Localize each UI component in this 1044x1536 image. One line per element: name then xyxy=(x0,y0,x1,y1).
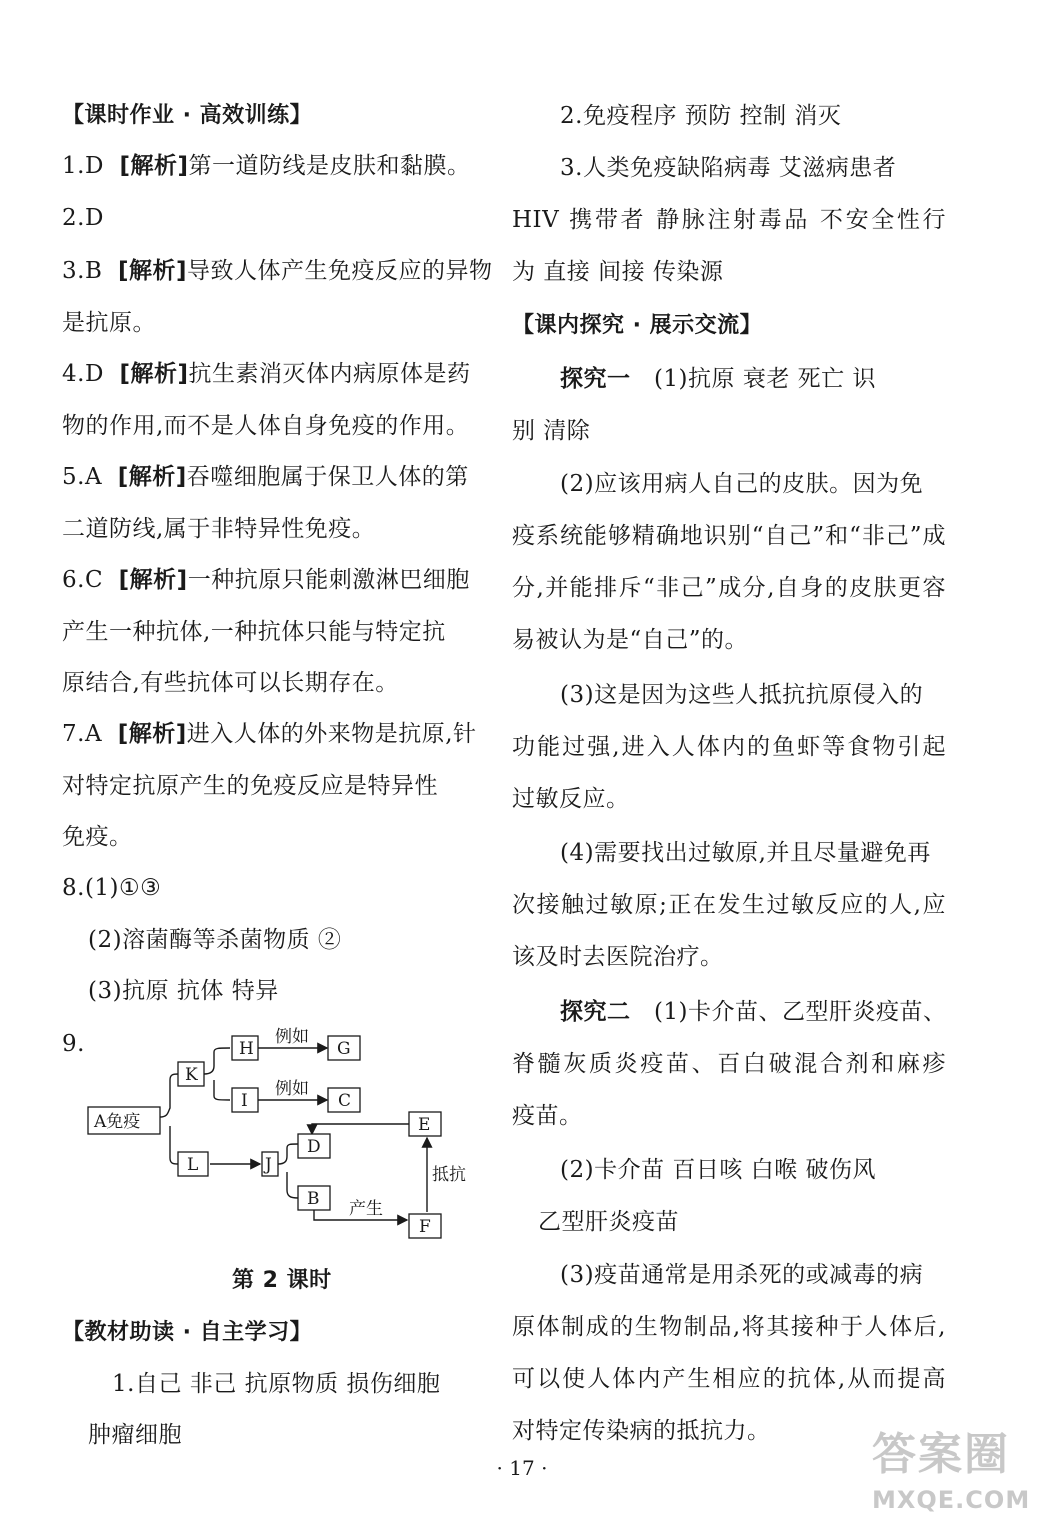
answer-5 xyxy=(62,462,469,492)
answer-num: 4.D xyxy=(62,361,104,387)
answer-6-line-3: 原结合,有些抗体可以长期存在。 xyxy=(62,670,399,696)
analysis-tag: [解析] xyxy=(117,258,188,284)
explore-1-item-3-line-2: 功能过强,进入人体内的鱼虾等食物引起 xyxy=(512,734,946,760)
answer-8-part-3: (3)抗原 抗体 特异 xyxy=(88,978,279,1004)
explore-2-item-3-line-2: 原体制成的生物制品,将其接种于人体后, xyxy=(512,1314,946,1340)
analysis-tag: [解析] xyxy=(117,464,187,490)
section-header-homework: 【课时作业 · 高效训练】 xyxy=(62,103,313,128)
explore-1-item-4-line-2: 次接触过敏原;正在发生过敏反应的人,应 xyxy=(512,892,946,918)
analysis-tag: [解析] xyxy=(117,721,187,747)
explore-2-item-1-line-2: 脊髓灰质炎疫苗、百白破混合剂和麻疹 xyxy=(512,1051,946,1077)
reading-answer-3-line-3: 为 直接 间接 传染源 xyxy=(512,259,724,285)
diagram-boxes xyxy=(88,1036,441,1238)
explore-1-item-4: (4)需要找出过敏原,并且尽量避免再 xyxy=(560,840,931,866)
explore-2-item-3-line-3: 可以使人体内产生相应的抗体,从而提高 xyxy=(512,1366,946,1392)
answer-7 xyxy=(62,719,477,749)
explore-1-item-3-line-3: 过敏反应。 xyxy=(512,786,630,812)
node-l: L xyxy=(187,1155,199,1175)
answer-num: 5.A xyxy=(62,464,103,490)
answer-9-num: 9. xyxy=(62,1031,85,1057)
explore-1-item-2: (2)应该用病人自己的皮肤。因为免 xyxy=(560,471,924,497)
explore-2-item-1-line-3: 疫苗。 xyxy=(512,1103,583,1129)
answer-text: 进入人体的外来物是抗原,针 xyxy=(186,721,477,747)
explore-2-item-2: (2)卡介苗 百日咳 白喉 破伤风 xyxy=(560,1157,877,1183)
explore-2-item-3-line-4: 对特定传染病的抵抗力。 xyxy=(512,1418,771,1444)
explore-1-item-1-text: (1)抗原 衰老 死亡 识 xyxy=(653,366,876,392)
label-produce: 产生 xyxy=(349,1199,383,1219)
answer-5-line-2: 二道防线,属于非特异性免疫。 xyxy=(62,516,376,542)
node-k: K xyxy=(185,1065,198,1085)
answer-6 xyxy=(62,565,470,595)
node-j: J xyxy=(265,1155,272,1175)
explore-2-item-3: (3)疫苗通常是用杀死的或减毒的病 xyxy=(560,1262,924,1288)
label-example-2: 例如 xyxy=(275,1079,309,1099)
explore-1-item-2-line-4: 易被认为是“自己”的。 xyxy=(512,627,749,653)
watermark-logo xyxy=(868,1418,1031,1522)
node-f: F xyxy=(419,1217,431,1237)
label-example-1: 例如 xyxy=(275,1027,309,1047)
reading-answer-3: 3.人类免疫缺陷病毒 艾滋病患者 xyxy=(560,155,897,181)
node-i: I xyxy=(241,1091,248,1111)
label-resist: 抵抗 xyxy=(432,1165,466,1185)
answer-3-line-2: 是抗原。 xyxy=(62,310,156,336)
analysis-tag: [解析] xyxy=(119,361,189,387)
explore-2-label: 探究二 xyxy=(560,999,631,1025)
page-number: · 17 · xyxy=(496,1456,548,1480)
watermark-chars: 答案圈 xyxy=(872,1429,1010,1480)
answer-text: 一种抗原只能刺激淋巴细胞 xyxy=(187,567,470,593)
explore-2-item-1 xyxy=(560,997,947,1027)
analysis-tag: [解析] xyxy=(119,153,189,179)
reading-answer-1-line-2: 肿瘤细胞 xyxy=(88,1422,182,1448)
answer-text: 第一道防线是皮肤和黏膜。 xyxy=(188,153,471,179)
explore-1-item-1 xyxy=(560,364,876,394)
answer-num: 3.B xyxy=(62,258,103,284)
answer-num: 1.D xyxy=(62,153,104,179)
answer-text: 导致人体产生免疫反应的异物 xyxy=(187,258,493,284)
answer-4-line-2: 物的作用,而不是人体自身免疫的作用。 xyxy=(62,413,470,439)
answer-8-part-1: 8.(1)①③ xyxy=(62,875,162,901)
section-header-reading: 【教材助读 · 自主学习】 xyxy=(62,1320,313,1345)
analysis-tag: [解析] xyxy=(118,567,188,593)
node-a: A免疫 xyxy=(94,1112,141,1132)
explore-1-item-4-line-3: 该及时去医院治疗。 xyxy=(512,944,724,970)
node-g: G xyxy=(337,1039,351,1059)
answer-num: 6.C xyxy=(62,567,104,593)
reading-answer-2: 2.免疫程序 预防 控制 消灭 xyxy=(560,103,842,129)
answer-6-line-2: 产生一种抗体,一种抗体只能与特定抗 xyxy=(62,619,446,645)
answer-3 xyxy=(62,256,493,286)
answer-4 xyxy=(62,359,471,389)
immunity-diagram xyxy=(82,1022,482,1252)
explore-2-item-1-text: (1)卡介苗、乙型肝炎疫苗、 xyxy=(653,999,947,1025)
explore-1-item-2-line-3: 分,并能排斥“非己”成分,自身的皮肤更容 xyxy=(512,575,946,601)
explore-1-item-2-line-2: 疫系统能够精确地识别“自己”和“非己”成 xyxy=(512,523,946,549)
answer-2: 2.D xyxy=(62,205,104,231)
explore-1-item-3: (3)这是因为这些人抵抗抗原侵入的 xyxy=(560,682,924,708)
node-c: C xyxy=(338,1091,352,1111)
node-b: B xyxy=(307,1189,320,1209)
answer-7-line-3: 免疫。 xyxy=(62,824,133,850)
answer-8-part-2: (2)溶菌酶等杀菌物质 ② xyxy=(88,927,342,953)
answer-text: 吞噬细胞属于保卫人体的第 xyxy=(186,464,469,490)
node-d: D xyxy=(307,1137,321,1157)
answer-num: 7.A xyxy=(62,721,103,747)
explore-1-item-1-line-2: 别 清除 xyxy=(512,418,591,444)
answer-text: 抗生素消灭体内病原体是药 xyxy=(188,361,471,387)
watermark-url: MXQE.COM xyxy=(872,1486,1031,1514)
explore-1-label: 探究一 xyxy=(560,366,631,392)
lesson-title: 第 2 课时 xyxy=(232,1268,332,1293)
answer-1 xyxy=(62,151,471,181)
reading-answer-1: 1.自己 非己 抗原物质 损伤细胞 xyxy=(112,1371,441,1397)
section-header-exploration: 【课内探究 · 展示交流】 xyxy=(512,313,763,338)
node-e: E xyxy=(418,1115,431,1135)
node-h: H xyxy=(239,1039,254,1059)
answer-7-line-2: 对特定抗原产生的免疫反应是特异性 xyxy=(62,773,438,799)
reading-answer-3-line-2: HIV 携带者 静脉注射毒品 不安全性行 xyxy=(512,207,946,233)
explore-2-item-2-line-2: 乙型肝炎疫苗 xyxy=(538,1209,679,1235)
